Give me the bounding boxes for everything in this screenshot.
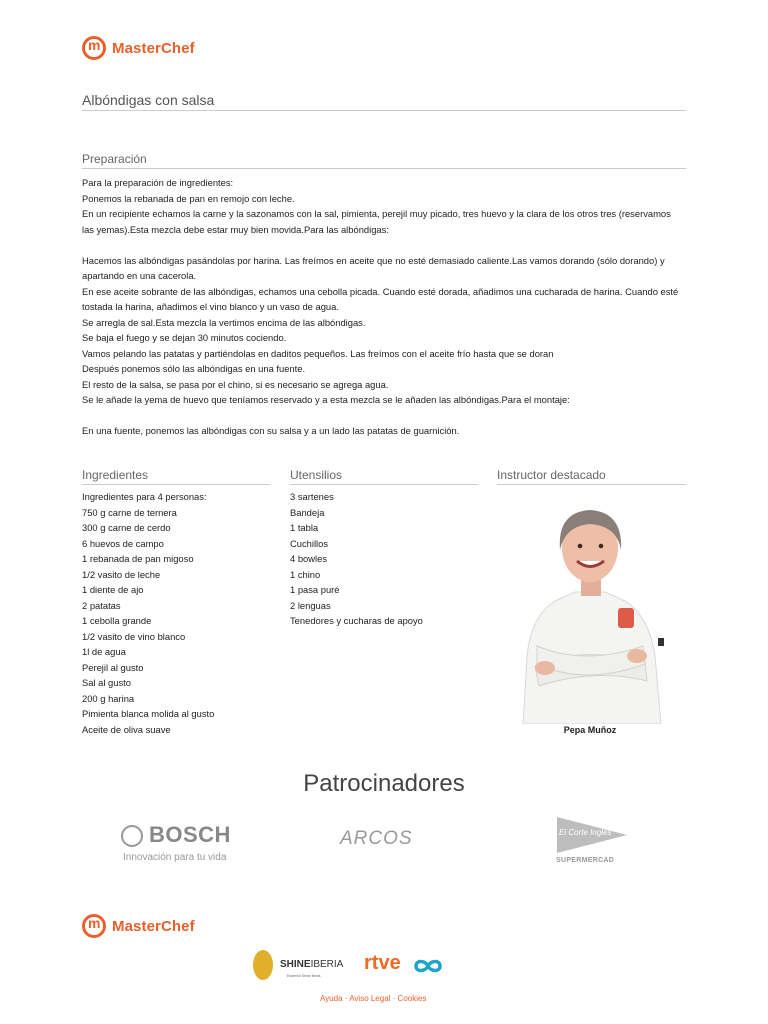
instructor-name: Pepa Muñoz (563, 725, 617, 735)
ingredient-item: 1 rebanada de pan migoso (82, 553, 194, 564)
preparation-line: las yemas).Esta mezcla debe estar muy bien movida.Para las albóndigas: (82, 223, 389, 235)
ingredient-item: Pimienta blanca molida al gusto (82, 708, 215, 719)
preparation-line: Se baja el fuego y se dejan 30 minutos cociendo. (82, 332, 287, 343)
ingredient-item: 2 patatas (82, 599, 121, 611)
corte-ingles-name: El Corte Inglés (559, 828, 612, 837)
shine-sub: Endemol Shine Iberia (287, 974, 321, 978)
preparation-line: El resto de la salsa, se pasa por el chino, si es necesario se agrega agua. (82, 378, 389, 390)
ingredient-item: 200 g harina (82, 692, 135, 704)
preparation-line: apartando en una cacerola. (82, 270, 197, 281)
brand-name: MasterChef (112, 39, 195, 57)
preparation-line: En un recipiente echamos la carne y la sazonamos con la sal, pimienta, perejil muy picado, tres huevo y la clara de los otros tres (reservamos (82, 208, 671, 219)
utensil-item: 3 sartenes (290, 491, 334, 502)
arcos-logo[interactable] (340, 828, 434, 850)
ingredient-item: Sal al gusto (82, 677, 131, 688)
footer-masterchef-logo[interactable] (82, 914, 195, 938)
ingredients-list (82, 489, 270, 737)
utensil-item: Tenedores y cucharas de apoyo (290, 615, 423, 626)
ingredient-item: 1 cebolla grande (82, 615, 152, 626)
bosch-logo[interactable] (121, 822, 241, 867)
footer-link-cookies[interactable]: Cookies (397, 994, 427, 1003)
ingredient-item: 750 g carne de ternera (82, 506, 177, 518)
ingredient-item: Aceite de oliva suave (82, 723, 171, 735)
instructor-photo[interactable] (515, 496, 665, 724)
preparation-line: tostada la harina, añadimos el vino blanco y un vaso de agua. (82, 301, 339, 312)
preparation-line: Para la preparación de ingredientes: (82, 177, 234, 188)
preparation-line: Hacemos las albóndigas pasándolas por harina. Las freímos en aceite que no esté demasiado caliente.Las vamos dorando (sólo dorando) y (82, 254, 665, 266)
shine-egg-icon (253, 950, 273, 980)
preparation-line: En ese aceite sobrante de las albóndigas, echamos una cebolla picada. Cuando esté dorada, añadimos una cucharada de harina. Cuando esté (82, 285, 679, 297)
preparation-line: Se arregla de sal.Esta mezcla la vertimos encima de las albóndigas. (82, 316, 366, 328)
preparation-line: Ponemos la rebanada de pan en remojo con leche. (82, 192, 295, 204)
preparation-line: En una fuente, ponemos las albóndigas con su salsa y a un lado las patatas de guarnición. (82, 425, 460, 436)
bosch-tagline: Innovación para tu vida (123, 852, 227, 863)
preparation-line: Se le añade la yema de huevo que teníamos reservado y a esta mezcla se le añaden las albóndigas.Para el montaje: (82, 394, 570, 405)
preparation-line (82, 408, 688, 424)
masterchef-logo-icon (82, 36, 106, 60)
footer-masterchef-logo-icon (82, 914, 106, 938)
masterchef-logo[interactable] (82, 36, 195, 60)
preparation-line (82, 237, 688, 253)
ingredient-item: 1l de agua (82, 646, 126, 657)
bosch-armature-icon (121, 825, 143, 847)
ingredient-item: 1/2 vasito de vino blanco (82, 630, 186, 642)
preparation-text (82, 175, 688, 439)
instructor-heading: Instructor destacado (497, 468, 686, 485)
ingredient-item: Ingredientes para 4 personas: (82, 491, 207, 502)
utensils-list (290, 489, 478, 629)
bosch-name: BOSCH (149, 822, 231, 847)
shine-iberia-logo[interactable] (253, 950, 363, 984)
shine-name: SHINEIBERIA (280, 959, 344, 970)
corte-ingles-sub: SUPERMERCAD (556, 857, 615, 864)
utensils-heading: Utensilios (290, 468, 478, 485)
utensil-item: 4 bowles (290, 553, 328, 564)
ingredient-item: 6 huevos de campo (82, 537, 164, 549)
footer-brand-name: MasterChef (112, 917, 195, 935)
utensil-item: 1 chino (290, 568, 321, 580)
utensil-item: Bandeja (290, 506, 325, 518)
sponsors-heading: Patrocinadores (303, 770, 465, 797)
preparation-line: Después ponemos sólo las albóndigas en una fuente. (82, 363, 306, 374)
utensil-item: 1 pasa puré (290, 584, 340, 595)
ingredient-item: 300 g carne de cerdo (82, 522, 171, 533)
rtve-logo[interactable]: rtve (364, 952, 401, 974)
ingredient-item: 1/2 vasito de leche (82, 568, 161, 580)
utensil-item: 1 tabla (290, 522, 319, 533)
ingredients-heading: Ingredientes (82, 468, 270, 485)
infinity-logo-icon[interactable] (413, 956, 443, 976)
footer-link-legal[interactable]: Aviso Legal (349, 994, 391, 1003)
arcos-name: ARCOS (340, 828, 413, 849)
utensil-item: 2 lenguas (290, 599, 331, 611)
footer-link-help[interactable]: Ayuda (320, 994, 343, 1003)
recipe-title: Albóndigas con salsa (82, 92, 686, 111)
footer-links: Ayuda · Aviso Legal · Cookies (320, 994, 427, 1003)
ingredient-item: 1 diente de ajo (82, 584, 144, 595)
utensil-item: Cuchillos (290, 537, 329, 549)
preparation-heading: Preparación (82, 152, 686, 169)
preparation-line: Vamos pelando las patatas y partiéndolas en daditos pequeños. Las freímos con el aceite frío hasta que se doran (82, 347, 554, 359)
el-corte-ingles-logo[interactable] (556, 816, 630, 868)
ingredient-item: Perejil al gusto (82, 661, 144, 673)
